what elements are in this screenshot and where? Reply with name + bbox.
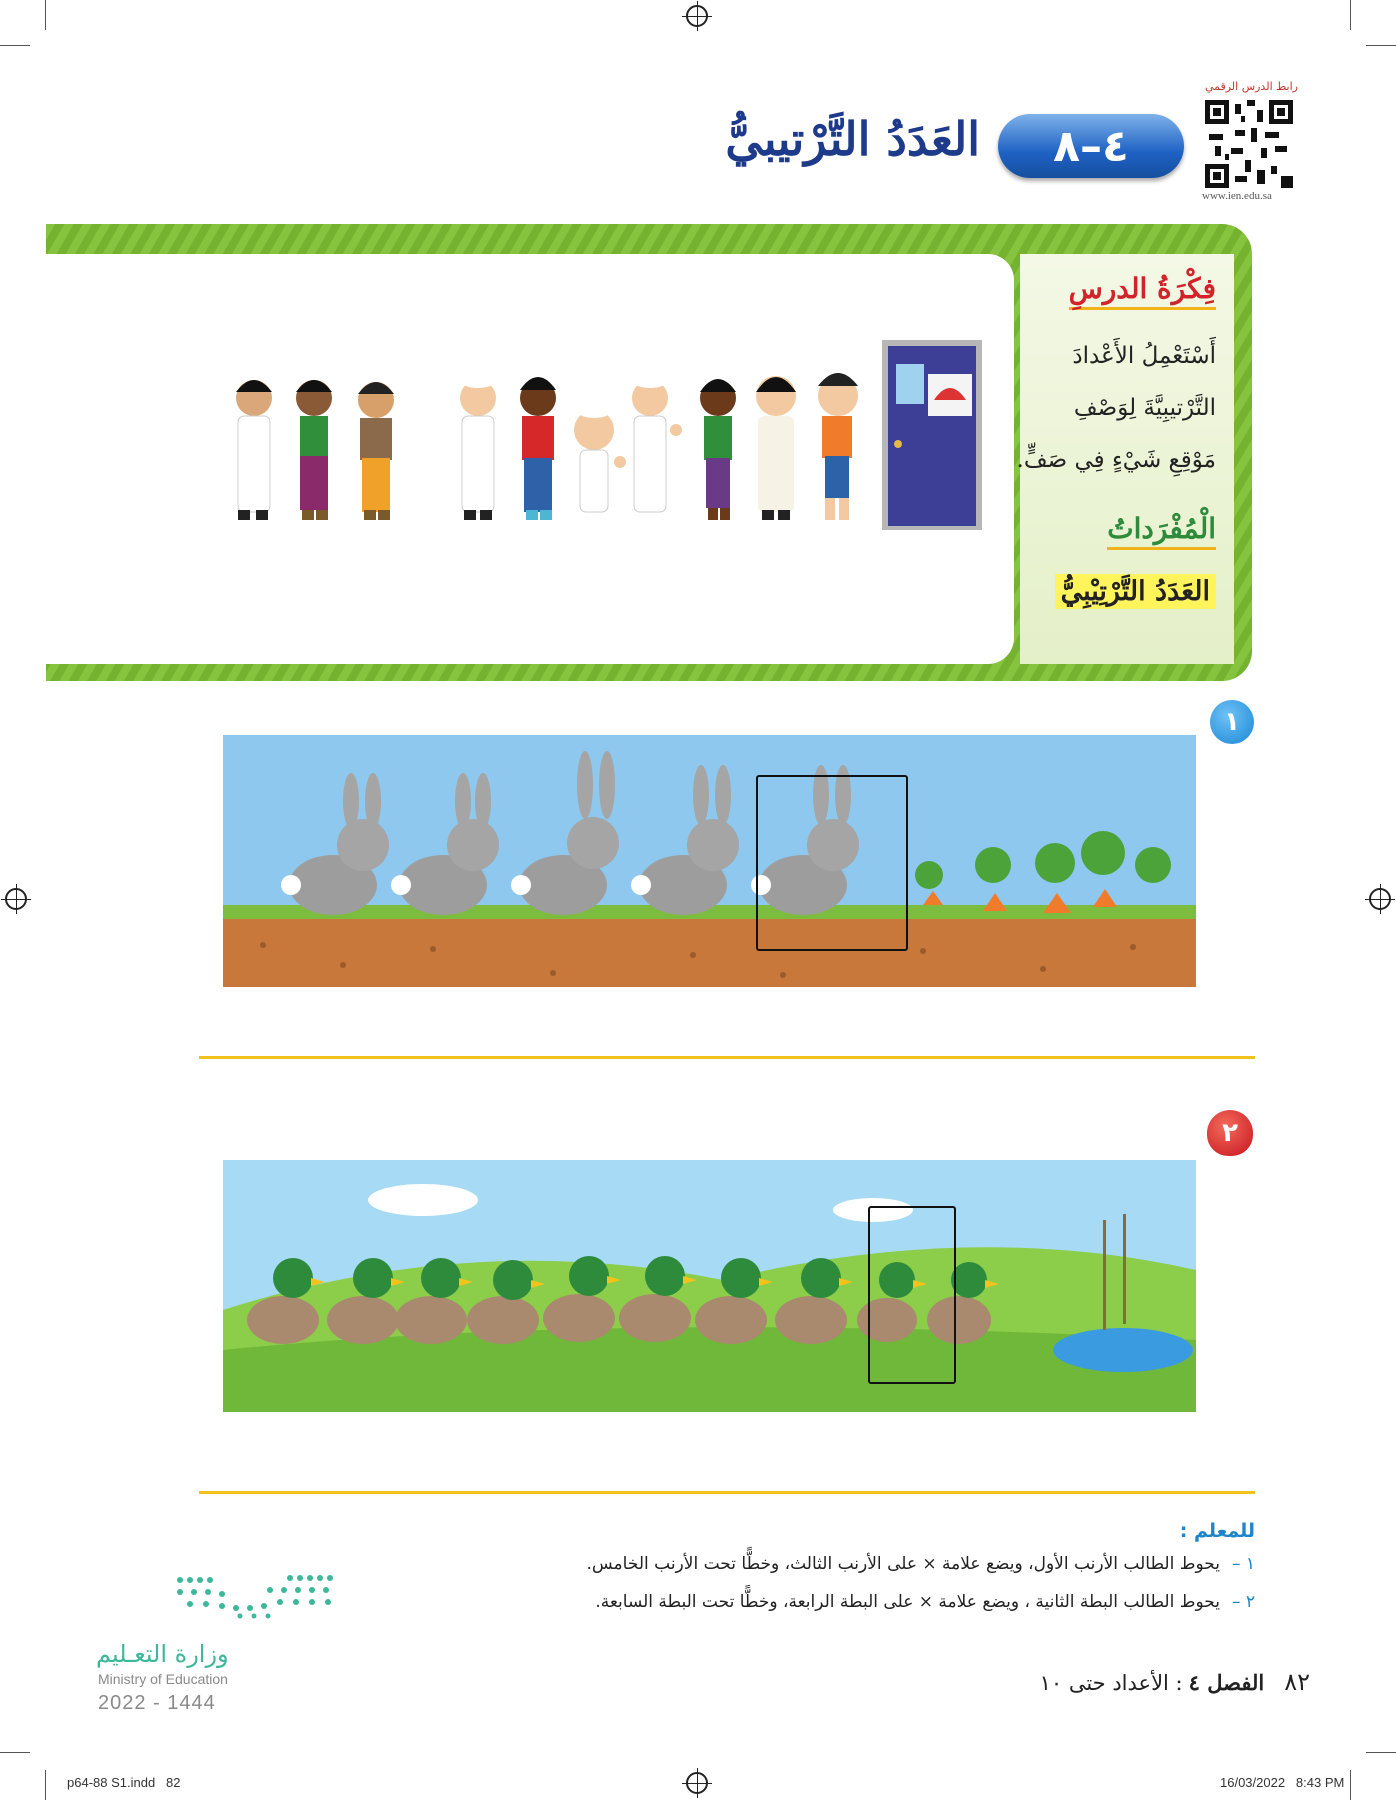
teacher-note-number: ٢ –	[1231, 1592, 1255, 1612]
registration-mark-icon	[686, 5, 708, 27]
print-timestamp: 16/03/2022 8:43 PM	[1220, 1775, 1345, 1790]
chapter-label: الفصل ٤	[1188, 1670, 1265, 1695]
crop-mark	[1350, 0, 1351, 30]
rabbits-scene	[223, 735, 1196, 987]
page-number: ٨٢	[1284, 1668, 1310, 1696]
child-figure	[700, 379, 736, 520]
child-figure	[818, 373, 858, 520]
lesson-idea-line: أَسْتَعْمِلُ الأَعْدادَ	[1072, 343, 1216, 369]
registration-mark-icon	[1369, 888, 1391, 910]
child-figure	[520, 377, 556, 520]
ducks-scene	[223, 1160, 1196, 1412]
page-footer	[860, 1668, 1310, 1696]
teacher-note-1	[460, 1554, 1255, 1574]
lesson-idea-text	[1016, 330, 1216, 486]
teacher-note-text: يحوط الطالب الأرنب الأول، ويضع علامة × على الأرنب الثالث، وخطًّا تحت الأرنب الخامس.	[586, 1554, 1220, 1574]
child-figure	[632, 376, 682, 512]
children-in-line-illustration	[46, 254, 1014, 664]
lesson-idea-line: مَوْقِعِ شَيْءٍ فِي صَفٍّ.	[1016, 447, 1216, 473]
child-figure	[236, 380, 272, 520]
teacher-notes-heading: للمعلم :	[1179, 1520, 1255, 1542]
ministry-arabic-name: وزارة التعـليم	[96, 1640, 229, 1668]
teacher-note-2	[460, 1592, 1255, 1612]
lesson-title: العَدَدُ التَّرْتيبيُّ	[725, 112, 980, 166]
child-figure	[358, 382, 394, 520]
print-file-info: p64-88 S1.indd 82	[67, 1775, 181, 1790]
child-figure	[756, 376, 796, 520]
ministry-english-name: Ministry of Education	[98, 1671, 228, 1687]
crop-mark	[1366, 45, 1396, 46]
lesson-idea-panel	[1016, 254, 1234, 664]
registration-mark-icon	[686, 1772, 708, 1794]
qr-url[interactable]: www.ien.edu.sa	[1202, 190, 1272, 202]
vocabulary-term: العَدَدُ التَّرْتِيْبِيُّ	[1055, 574, 1216, 609]
child-figure	[460, 376, 496, 520]
crop-mark	[0, 1752, 30, 1753]
qr-caption: رابط الدرس الرقمي	[1204, 80, 1298, 93]
chapter-title: : الأعداد حتى ١٠	[1039, 1671, 1183, 1695]
exercise-number-1: ١	[1210, 700, 1254, 744]
lesson-idea-line: التَّرْتيبِيَّةَ لِوَصْفِ	[1073, 395, 1216, 421]
teacher-note-text: يحوط الطالب البطة الثانية ، ويضع علامة × على البطة الرابعة، وخطًّا تحت البطة السابعة.	[595, 1592, 1220, 1612]
exercise-number-2: ٢	[1207, 1110, 1253, 1156]
vocabulary-heading: الْمُفْرَداتُ	[1107, 512, 1216, 550]
registration-mark-icon	[5, 888, 27, 910]
crop-mark	[0, 45, 30, 46]
ministry-years: 2022 - 1444	[98, 1692, 216, 1714]
lesson-number-badge: ٤–٨	[998, 114, 1184, 178]
ministry-logo-icon	[170, 1570, 340, 1620]
child-figure	[574, 406, 626, 512]
lesson-idea-heading: فِكْرَةُ الدرسِ	[1069, 272, 1216, 310]
child-figure	[296, 380, 332, 520]
teacher-note-number: ١ –	[1231, 1554, 1255, 1574]
lesson-illustration-panel	[46, 254, 1014, 664]
crop-mark	[45, 1770, 46, 1800]
divider	[199, 1056, 1255, 1059]
crop-mark	[45, 0, 46, 30]
qr-code-icon[interactable]	[1205, 100, 1293, 188]
crop-mark	[1366, 1752, 1396, 1753]
divider	[199, 1491, 1255, 1494]
